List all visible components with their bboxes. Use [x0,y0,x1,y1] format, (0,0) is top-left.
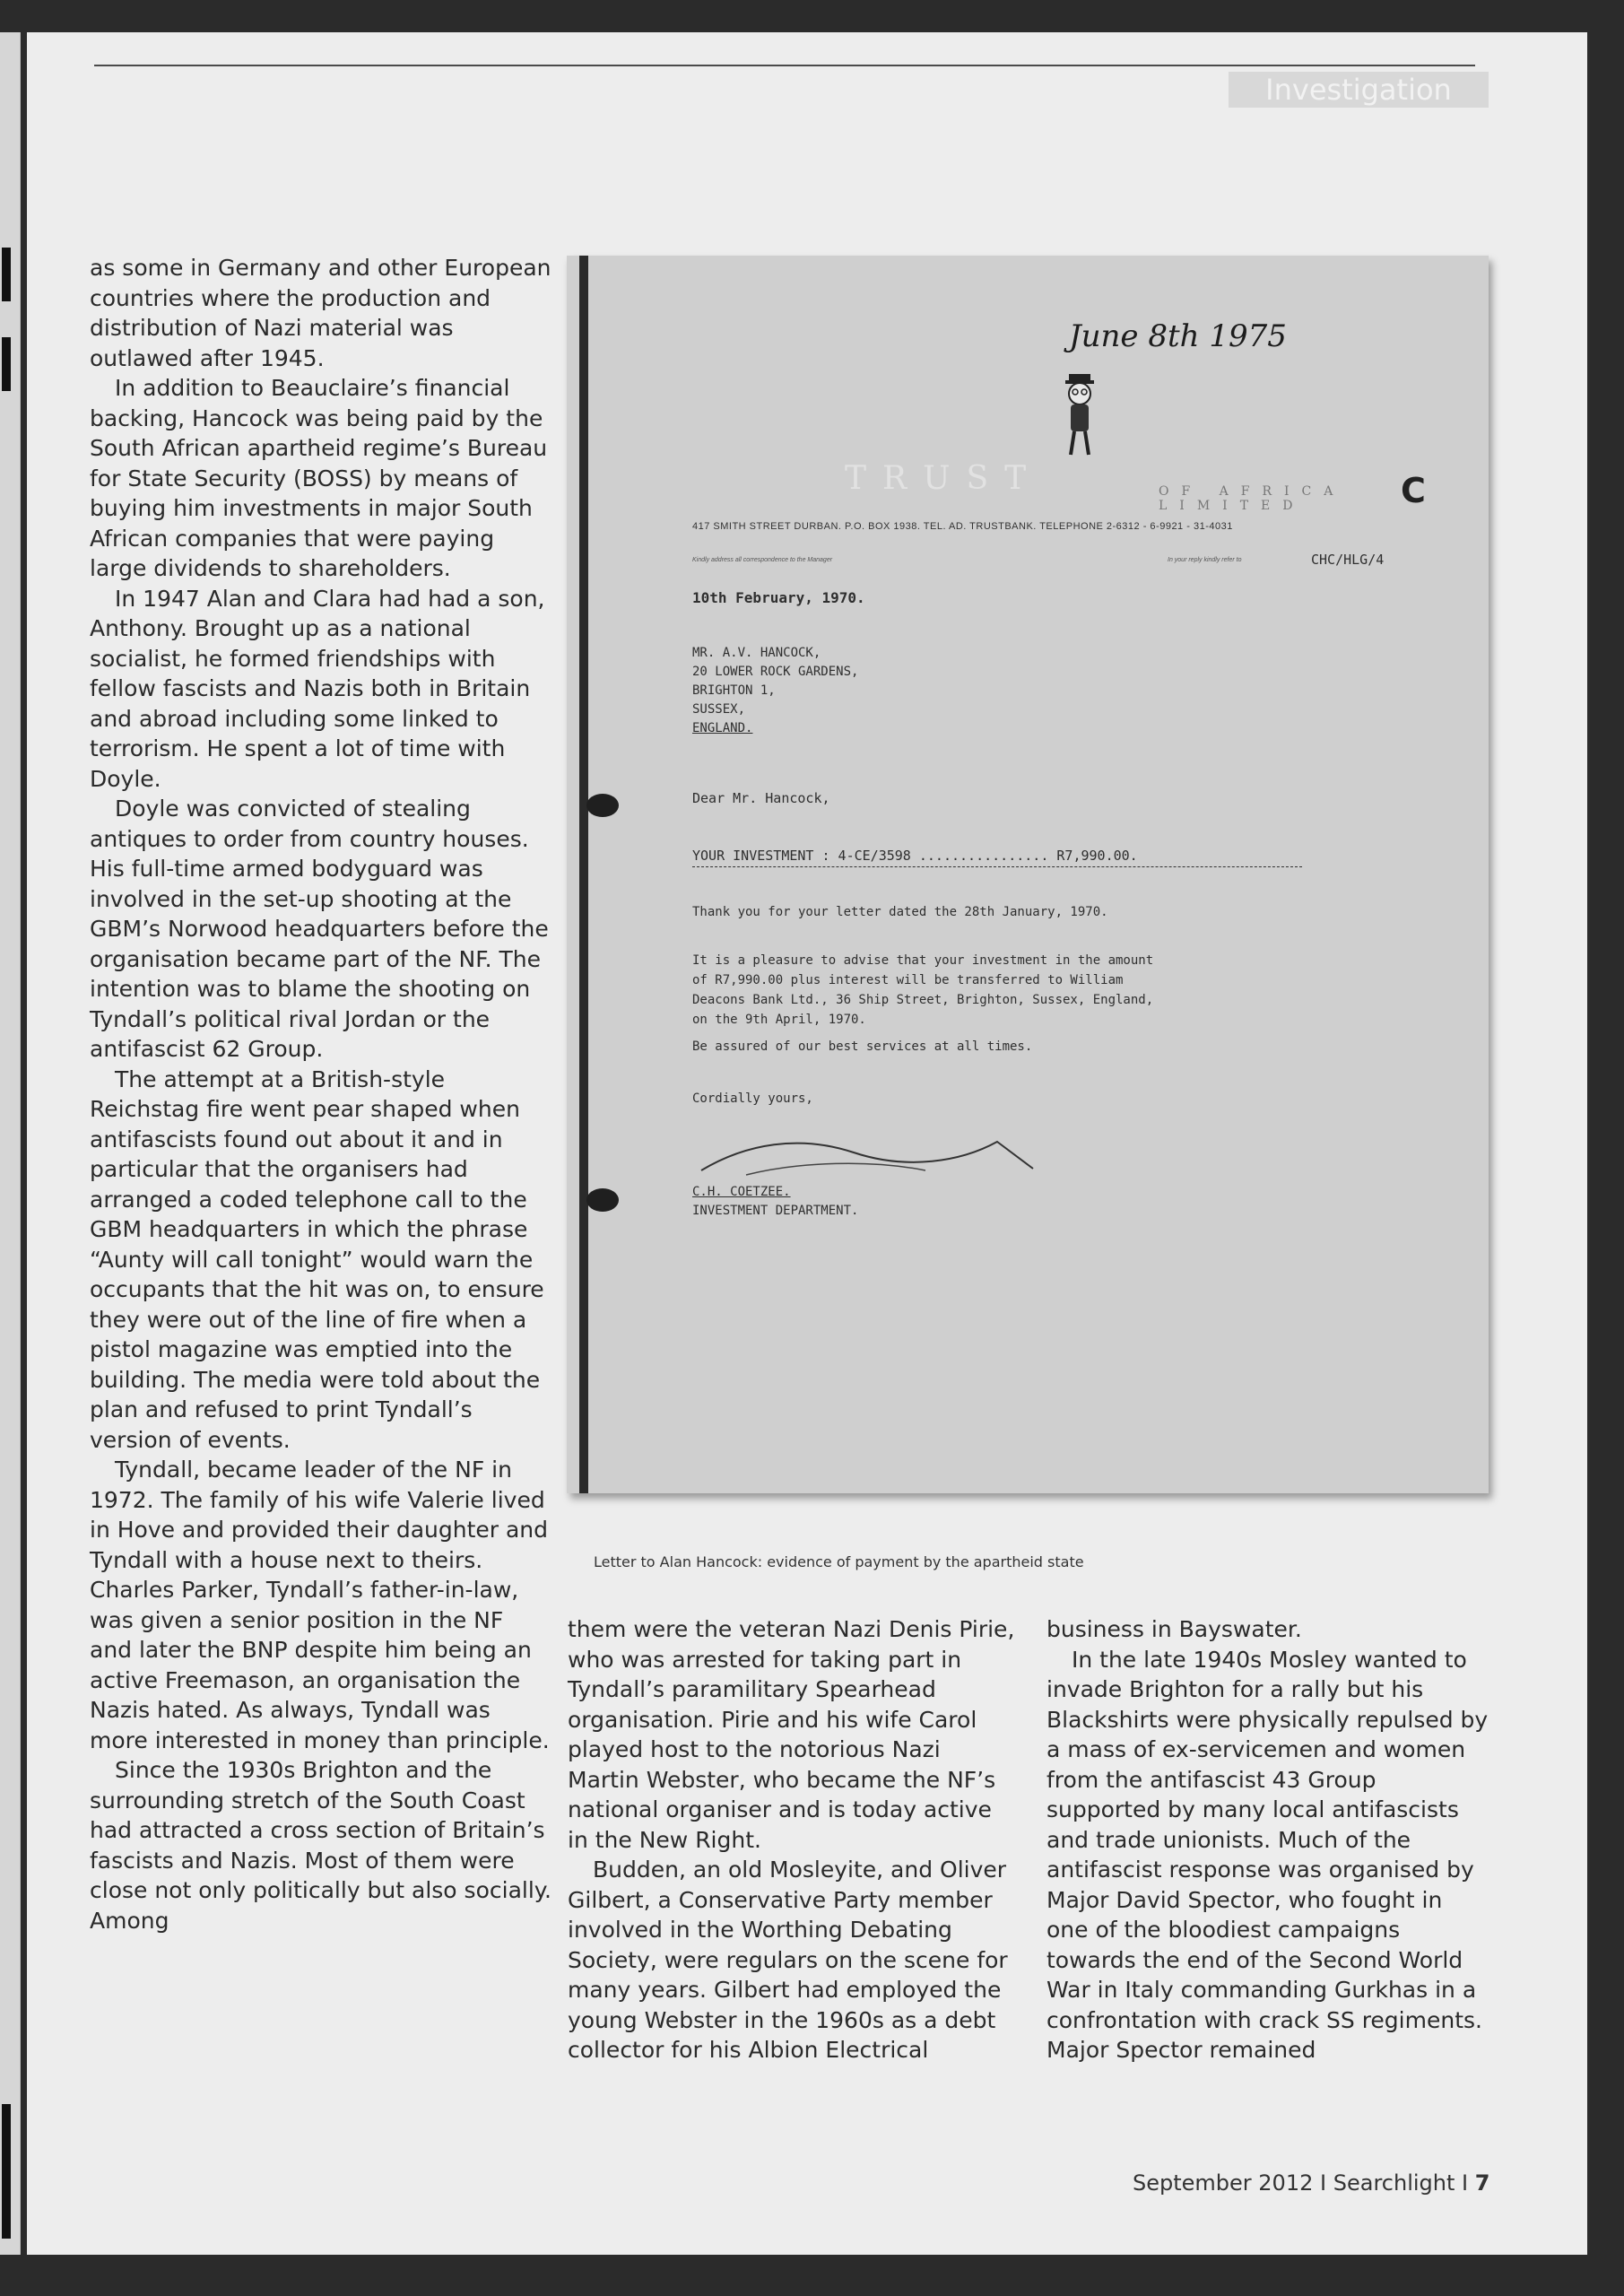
address-line: ENGLAND. [692,721,753,735]
bank-name: TRUST [845,460,1043,497]
investment-rule [692,866,1302,867]
salutation: Dear Mr. Hancock, [692,790,830,806]
binding-mark [2,248,11,301]
binding-mark [2,337,11,391]
binding-edge [0,32,21,2255]
letter [603,256,1481,1493]
body-line: It is a pleasure to advise that your investment in the amount [692,953,1154,968]
paragraph: In addition to Beauclaire’s financial backing, Hancock was being paid by the South African apartheid regime’s Bureau for State Security (BOSS) by means of buying him investments in major South African companies that were paying large dividends to shareholders. [90,375,548,581]
corner-mark: C [1401,471,1426,510]
publication-name: Searchlight [1333,2170,1455,2196]
page-footer [1133,2170,1489,2196]
paragraph: Budden, an old Mosleyite, and Oliver Gilbert, a Conservative Party member involved in the Worthing Debating Society, were regulars on the scene for many years. Gilbert had employed the young Webster in the 1960s as a debt collector for his Albion Electrical [568,1857,1008,2063]
paragraph: Doyle was convicted of stealing antiques to order from country houses. His full-time armed bodyguard was involved in the set-up shooting at the GBM’s Norwood headquarters before the organisation became part of the NF. The intention was to blame the shooting on Tyndall’s political rival Jordan or the antifascist 62 Group. [90,796,549,1062]
section-label: Investigation [1229,72,1489,108]
bank-name-suffix: OF AFRICA LIMITED [1159,484,1346,513]
address-line: 20 LOWER ROCK GARDENS, [692,665,859,679]
letter-date: 10th February, 1970. [692,589,865,606]
paragraph: Since the 1930s Brighton and the surrounding stretch of the South Coast had attracted a cross section of Britain’s fascists and Nazis. Most of them were close not only politically but also socially. Among [90,1757,551,1934]
column-1 [90,253,551,1935]
paragraph: Tyndall, became leader of the NF in 1972. The family of his wife Valerie lived in Hove and provided their daughter and Tyndall with a house next to theirs. Charles Parker, Tyndall’s father-in-law, was given a senior position in the NF and later the BNP despite him being an active Freemason, an organisation the Nazis hated. As always, Tyndall was more interested in money than principle. [90,1457,550,1753]
signer [692,1183,858,1221]
letter-photo [567,256,1489,1493]
investment-line: YOUR INVESTMENT : 4-CE/3598 ................ R7,990.00. [692,848,1138,864]
address-line: BRIGHTON 1, [692,683,776,698]
binder-spine [579,256,588,1493]
footer-separator: I [1462,2170,1475,2196]
page-number: 7 [1474,2170,1490,2196]
issue-date: September 2012 [1133,2170,1314,2196]
assured-line: Be assured of our best services at all times. [692,1039,1033,1054]
binding-mark [2,2104,11,2239]
paragraph: as some in Germany and other European countries where the production and distribution of Nazi material was outlawed after 1945. [90,255,551,371]
body-line: on the 9th April, 1970. [692,1013,866,1027]
reference-number: CHC/HLG/4 [1311,552,1385,568]
thank-line: Thank you for your letter dated the 28th January, 1970. [692,905,1108,919]
recipient-address [692,644,858,738]
paragraph: The attempt at a British-style Reichstag fire went pear shaped when antifascists found out about it and in particular that the organisers had arranged a coded telephone call to the GBM headquarters in which the phrase “Aunty will call tonight” would warn the occupants that the hit was on, to ensure they were out of the line of fire when a pistol magazine was emptied into the building. The media were told about the plan and refused to print Tyndall’s version of events. [90,1065,544,1453]
letter-body [692,951,1383,1030]
address-line: MR. A.V. HANCOCK, [692,646,821,660]
bank-address: 417 SMITH STREET DURBAN. P.O. BOX 1938. TEL. AD. TRUSTBANK. TELEPHONE 2-6312 - 6-9921 - 31-4031 [692,521,1233,532]
body-line: Deacons Bank Ltd., 36 Ship Street, Brighton, Sussex, England, [692,993,1154,1007]
figure-caption: Letter to Alan Hancock: evidence of payment by the apartheid state [594,1553,1084,1570]
correspondence-note: Kindly address all correspondence to the Manager [692,557,833,563]
paragraph: business in Bayswater. [1046,1616,1302,1642]
reply-note: In your reply kindly refer to [1168,557,1242,563]
paragraph: In 1947 Alan and Clara had had a son, Anthony. Brought up as a national socialist, he formed friendships with fellow fascists and Nazis both in Britain and abroad including some linked to terrorism. He spent a lot of time with Doyle. [90,585,545,792]
body-line: of R7,990.00 plus interest will be transferred to William [692,973,1124,987]
paragraph: them were the veteran Nazi Denis Pirie, who was arrested for taking part in Tyndall’s paramilitary Spearhead organisation. Pirie and his wife Carol played host to the notorious Nazi Martin Webster, who became the NF’s national organiser and is today active in the New Right. [568,1616,1015,1853]
paragraph: In the late 1940s Mosley wanted to invade Brighton for a rally but his Blackshirts were physically repulsed by a mass of ex-servicemen and women from the antifascist 43 Group supported by many local antifascists and trade unionists. Much of the antifascist response was organised by Major David Spector, who fought in one of the bloodiest campaigns towards the end of the Second World War in Italy commanding Gurkhas in a confrontation with crack SS regiments. Major Spector remained [1046,1646,1489,2063]
mascot-logo-icon [1060,370,1099,460]
handwritten-date: June 8th 1975 [1069,318,1287,354]
column-3 [1046,1614,1490,2066]
column-2 [568,1614,1016,2066]
address-line: SUSSEX, [692,702,746,717]
signer-name: C.H. COETZEE. [692,1185,791,1199]
header-rule [94,65,1475,66]
closing: Cordially yours, [692,1091,813,1106]
signature-icon [692,1126,1069,1188]
footer-separator: I [1320,2170,1333,2196]
signer-department: INVESTMENT DEPARTMENT. [692,1204,859,1218]
